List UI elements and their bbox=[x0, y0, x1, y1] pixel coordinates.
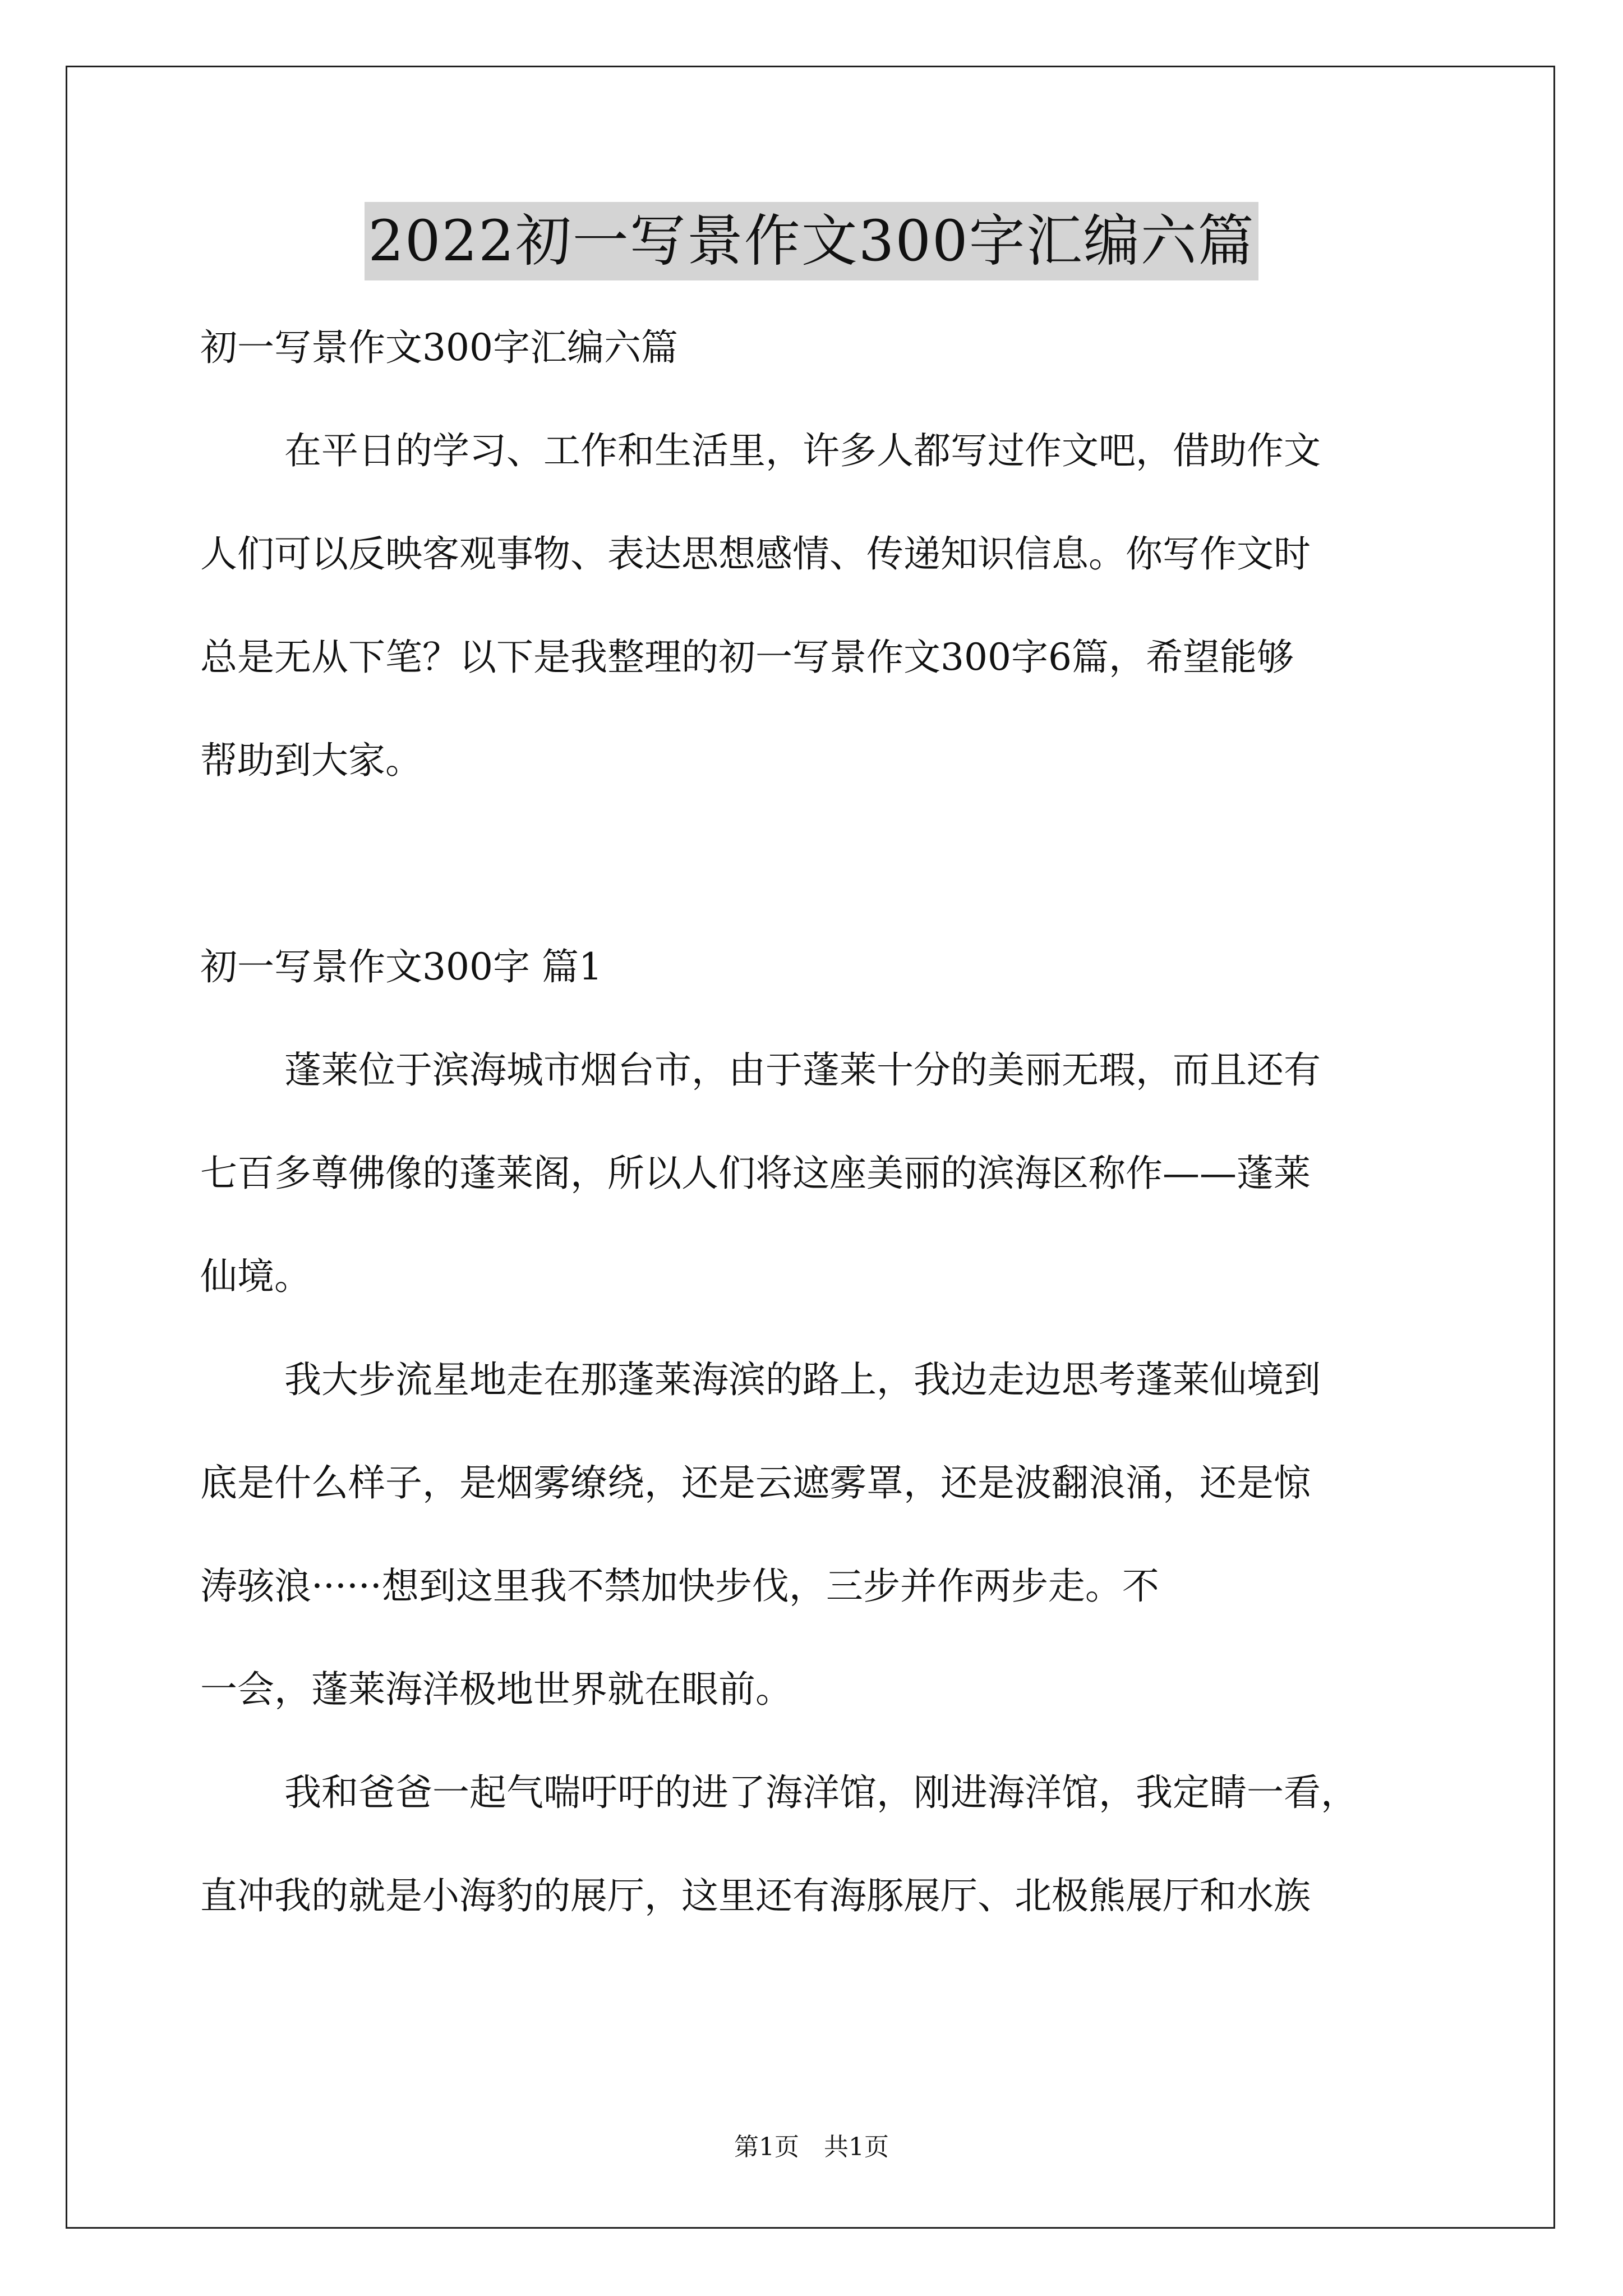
subtitle: 初一写景作文300字汇编六篇 bbox=[200, 326, 678, 369]
paragraph-line: 直冲我的就是小海豹的展厅，这里还有海豚展厅、北极熊展厅和水族 bbox=[200, 1874, 1311, 1917]
title-container bbox=[0, 202, 1623, 280]
section-heading: 初一写景作文300字 篇1 bbox=[200, 945, 602, 988]
intro-line: 人们可以反映客观事物、表达思想感情、传递知识信息。你写作文时 bbox=[200, 532, 1311, 576]
paragraph-line: 底是什么样子，是烟雾缭绕，还是云遮雾罩，还是波翻浪涌，还是惊 bbox=[200, 1461, 1311, 1504]
intro-line: 帮助到大家。 bbox=[200, 739, 422, 782]
paragraph-line: 我和爸爸一起气喘吁吁的进了海洋馆，刚进海洋馆，我定睛一看， bbox=[284, 1771, 1358, 1814]
page-footer bbox=[0, 2131, 1623, 2164]
document-title: 2022初一写景作文300字汇编六篇 bbox=[365, 202, 1258, 280]
paragraph-line: 仙境。 bbox=[200, 1255, 311, 1298]
page-total: 共1页 bbox=[824, 2133, 889, 2161]
intro-line: 总是无从下笔？以下是我整理的初一写景作文300字6篇，希望能够 bbox=[200, 636, 1294, 679]
paragraph-line: 蓬莱位于滨海城市烟台市，由于蓬莱十分的美丽无瑕，而且还有 bbox=[284, 1048, 1321, 1092]
document-body bbox=[200, 296, 1434, 1948]
page-number: 第1页 bbox=[734, 2133, 799, 2161]
paragraph-line: 我大步流星地走在那蓬莱海滨的路上，我边走边思考蓬莱仙境到 bbox=[284, 1358, 1321, 1401]
paragraph-line: 七百多尊佛像的蓬莱阁，所以人们将这座美丽的滨海区称作——蓬莱 bbox=[200, 1152, 1311, 1195]
paragraph-line: 一会，蓬莱海洋极地世界就在眼前。 bbox=[200, 1668, 792, 1711]
paragraph-line: 涛骇浪······想到这里我不禁加快步伐，三步并作两步走。不 bbox=[200, 1565, 1159, 1608]
intro-line: 在平日的学习、工作和生活里，许多人都写过作文吧，借助作文 bbox=[284, 429, 1321, 472]
spacer bbox=[200, 812, 1434, 915]
